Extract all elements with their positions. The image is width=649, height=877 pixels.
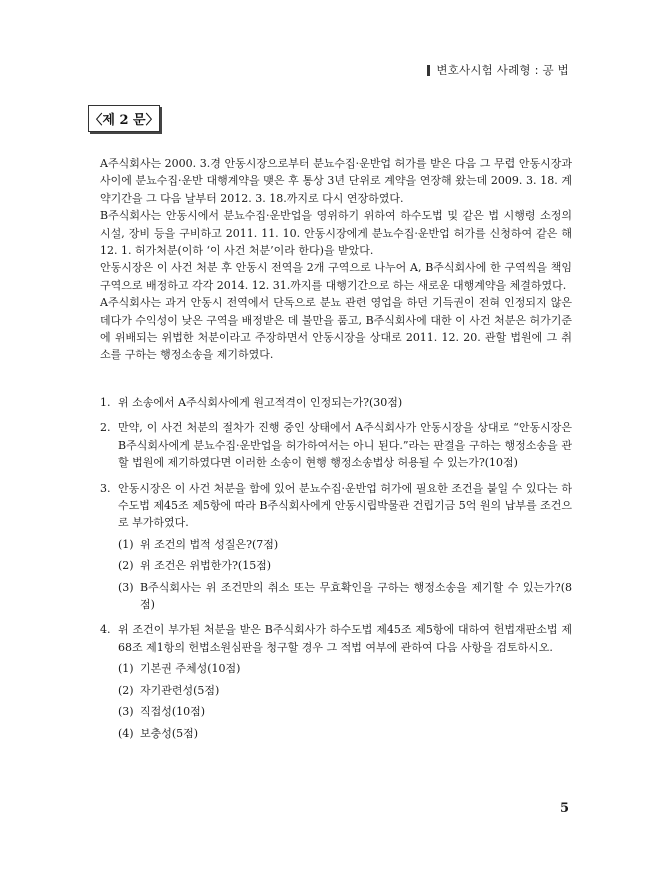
sub-question-text: 기본권 주체성(10점)	[140, 662, 241, 676]
question-text: 위 조건이 부가된 처분을 받은 B주식회사가 하수도법 제45조 제5항에 대하여 헌법재판소법 제68조 제1항의 헌법소원심판을 청구할 경우 그 적법 여부에 관하여 다음 사항을 검토하시오.	[118, 623, 572, 654]
question-item	[100, 394, 572, 411]
question-list	[100, 394, 572, 750]
sub-question	[118, 579, 572, 614]
sub-question-text: B주식회사는 위 조건만의 취소 또는 무효확인을 구하는 행정소송을 제기할 수 있는가?(8점)	[140, 580, 572, 612]
question-number: 4.	[100, 623, 111, 637]
question-number: 1.	[100, 396, 111, 409]
question-text: 위 소송에서 A주식회사에게 원고적격이 인정되는가?(30점)	[118, 396, 403, 409]
sub-question	[118, 536, 572, 553]
sub-question-number: (3)	[118, 705, 134, 719]
sub-question-number: (2)	[118, 683, 134, 697]
sub-question-number: (3)	[118, 580, 134, 594]
sub-question-text: 위 조건은 위법한가?(15점)	[140, 559, 272, 573]
page-number: 5	[559, 801, 569, 816]
question-number: 3.	[100, 481, 111, 495]
sub-question-text: 자기관련성(5점)	[140, 683, 220, 697]
sub-question-number: (4)	[118, 726, 134, 740]
case-paragraph: A주식회사는 2000. 3.경 안동시장으로부터 분뇨수집·운반업 허가를 받은 다음 그 무렵 안동시장과 사이에 분뇨수집·운반 대행계약을 맺은 후 통상 3년 단위로 계약을 연장해 왔는데 2009. 3. 18. 계약기간을 그 다음 날부터 2012. 3. 18.까지로 다시 연장하였다.	[100, 157, 572, 205]
question-item	[100, 480, 572, 614]
question-text: 만약, 이 사건 처분의 절차가 진행 중인 상태에서 A주식회사가 안동시장을 상대로 “안동시장은 B주식회사에게 분뇨수집·운반업을 허가하여서는 아니 된다.”라는 판결을 구하는 행정소송을 관할 법원에 제기하였다면 이러한 소송이 현행 행정소송법상 허용될 수 있는가?(10점)	[118, 421, 572, 470]
question-item	[100, 419, 572, 471]
case-paragraph: 안동시장은 이 사건 처분 후 안동시 전역을 2개 구역으로 나누어 A, B주식회사에 한 구역씩을 책임구역으로 배정하고 각각 2014. 12. 31.까지를 대행기간으로 하는 새로운 대행계약을 체결하였다.	[100, 261, 572, 292]
sub-question	[118, 703, 572, 720]
case-paragraph: A주식회사는 과거 안동시 전역에서 단독으로 분뇨 관련 영업을 하던 기득권이 전혀 인정되지 않은데다가 수익성이 낮은 구역을 배정받은 데 불만을 품고, B주식회사에 대한 이 사건 처분은 허가기준에 위배되는 위법한 처분이라고 주장하면서 안동시장을 상대로 2011. 12. 20. 관할 법원에 그 취소를 구하는 행정소송을 제기하였다.	[100, 296, 572, 362]
problem-title-box	[88, 105, 160, 132]
sub-question-text: 위 조건의 법적 성질은?(7점)	[140, 537, 279, 551]
sub-question	[118, 725, 572, 742]
sub-question-number: (1)	[118, 537, 134, 551]
header-bar-icon	[427, 65, 430, 76]
sub-question	[118, 557, 572, 574]
question-item	[100, 621, 572, 741]
sub-question-number: (2)	[118, 559, 134, 573]
sub-question	[118, 660, 572, 677]
sub-question-number: (1)	[118, 662, 134, 676]
sub-question-text: 직접성(10점)	[140, 705, 206, 719]
problem-title: 〈제 2 문〉	[89, 113, 159, 128]
question-number: 2.	[100, 421, 111, 435]
case-description	[100, 155, 572, 364]
sub-question-text: 보충성(5점)	[140, 726, 199, 740]
page-header	[427, 62, 569, 78]
question-text: 안동시장은 이 사건 처분을 함에 있어 분뇨수집·운반업 허가에 필요한 조건을 붙일 수 있다는 하수도법 제45조 제5항에 따라 B주식회사에게 안동시립박물관 건립기금 5억 원의 납부를 조건으로 부가하였다.	[118, 481, 572, 530]
case-paragraph: B주식회사는 안동시에서 분뇨수집·운반업을 영위하기 위하여 하수도법 및 같은 법 시행령 소정의 시설, 장비 등을 구비하고 2011. 11. 10. 안동시장에게 분뇨수집·운반업 허가를 신청하여 같은 해 12. 1. 허가처분(이하 ‘이 사건 처분’이라 한다)을 받았다.	[100, 209, 572, 258]
header-title: 변호사시험 사례형 : 공 법	[436, 63, 569, 77]
sub-question	[118, 682, 572, 699]
